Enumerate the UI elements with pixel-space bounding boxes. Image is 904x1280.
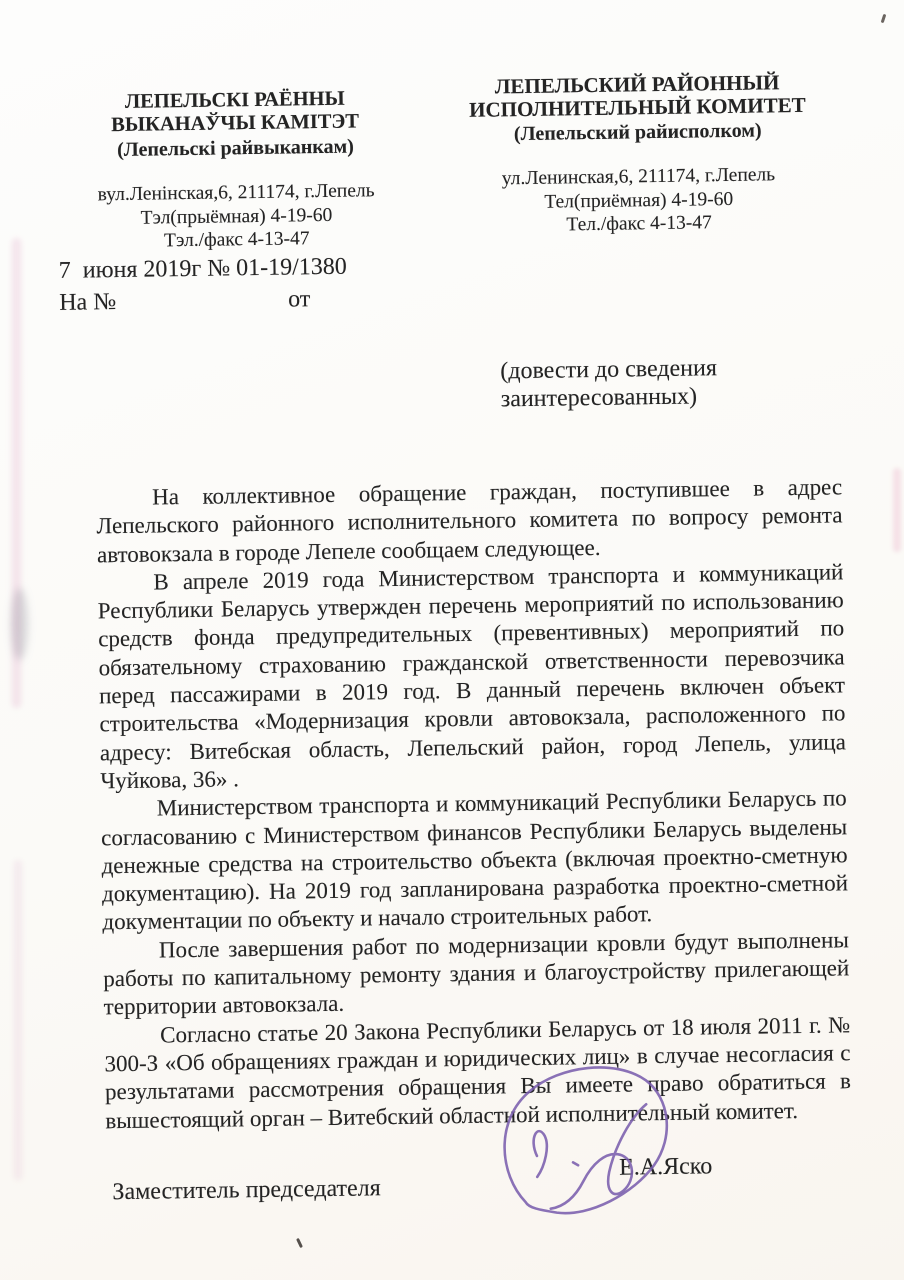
- address-line: вул.Ленінская,6, 211174, г.Лепель: [97, 180, 375, 206]
- paragraph: Министерством транспорта и коммуникаций Республики Беларусь по согласованию с Министерством финансов Республики Беларусь выделены денежные средства на строительство объекта (включая проектно-сметную документацию). На 2019 год запланирована разработка проектно-сметной документации по объекту и начало строительных работ.: [101, 785, 849, 935]
- org-name-line: ВЫКАНАЎЧЫ КАМІТЭТ: [111, 110, 360, 137]
- distribution-note-line: заинтересованных): [500, 383, 698, 413]
- reply-from-label: от: [287, 286, 311, 313]
- fax-line: Тел./факс 4-13-47: [566, 212, 712, 236]
- org-name-line: ИСПОЛНИТЕЛЬНЫЙ КОМИТЕТ: [469, 92, 806, 122]
- phone-line: Тэл(прыёмная) 4-19-60: [140, 204, 333, 229]
- address-line: ул.Ленинская,6, 211174, г.Лепель: [501, 164, 776, 190]
- letter-body: [96, 473, 852, 1135]
- org-name-line: ЛЕПЕЛЬСКИЙ РАЙОННЫЙ: [494, 70, 780, 99]
- org-name-line: ЛЕПЕЛЬСКІ РАЁННЫ: [124, 87, 345, 113]
- paragraph: В апреле 2019 года Министерством транспорта и коммуникаций Республики Беларусь утвержден перечень мероприятий по использованию средств фонда предупредительных (превентивных) мероприятий по обязательному страхованию гражданской ответственности перевозчика перед пассажирами в 2019 год. В данный перечень включен объект строительства «Модернизация кровли автовокзала, расположенного по адресу: Витебская область, Лепельский район, город Лепель, улица Чуйкова, 36» .: [97, 559, 847, 794]
- paragraph: Согласно статье 20 Закона Республики Беларусь от 18 июля 2011 г. № 300-З «Об обращениях граждан и юридических лиц» в случае несогласия с результатами рассмотрения обращения Вы имеете право обратиться в вышестоящий орган – Витебский областной исполнительный комитет.: [104, 1011, 852, 1133]
- letterhead: [47, 70, 854, 254]
- distribution-note-line: (довести до сведения: [500, 355, 718, 385]
- org-short-name: (Лепельскі райвыканкам): [116, 135, 355, 162]
- org-short-name: (Лепельский райисполком): [513, 119, 762, 146]
- fax-line: Тэл./факс 4-13-47: [163, 228, 310, 252]
- signer-position: Заместитель председателя: [112, 1175, 381, 1206]
- paragraph: После завершения работ по модернизации кровли будут выполнены работы по капитальному ремонту здания и благоустройству прилегающей территории автовокзала.: [103, 927, 850, 1020]
- signer-name: Е.А.Яско: [618, 1153, 713, 1181]
- outgoing-date-number: 7 июня 2019г № 01-19/1380: [58, 253, 348, 284]
- letterhead-belarusian: [47, 77, 425, 255]
- incoming-reference-line: [59, 286, 347, 317]
- handwritten-signature: [494, 1060, 691, 1237]
- phone-line: Тел(приёмная) 4-19-60: [544, 188, 734, 213]
- reference-block: [59, 254, 348, 317]
- letterhead-russian: [422, 70, 855, 249]
- paragraph: На коллективное обращение граждан, поступившее в адрес Лепельского районного исполнительного комитета по вопросу ремонта автовокзала в городе Лепеле сообщаем следующее.: [96, 474, 843, 567]
- reply-to-number-label: На №: [59, 289, 117, 316]
- distribution-note: [500, 354, 717, 413]
